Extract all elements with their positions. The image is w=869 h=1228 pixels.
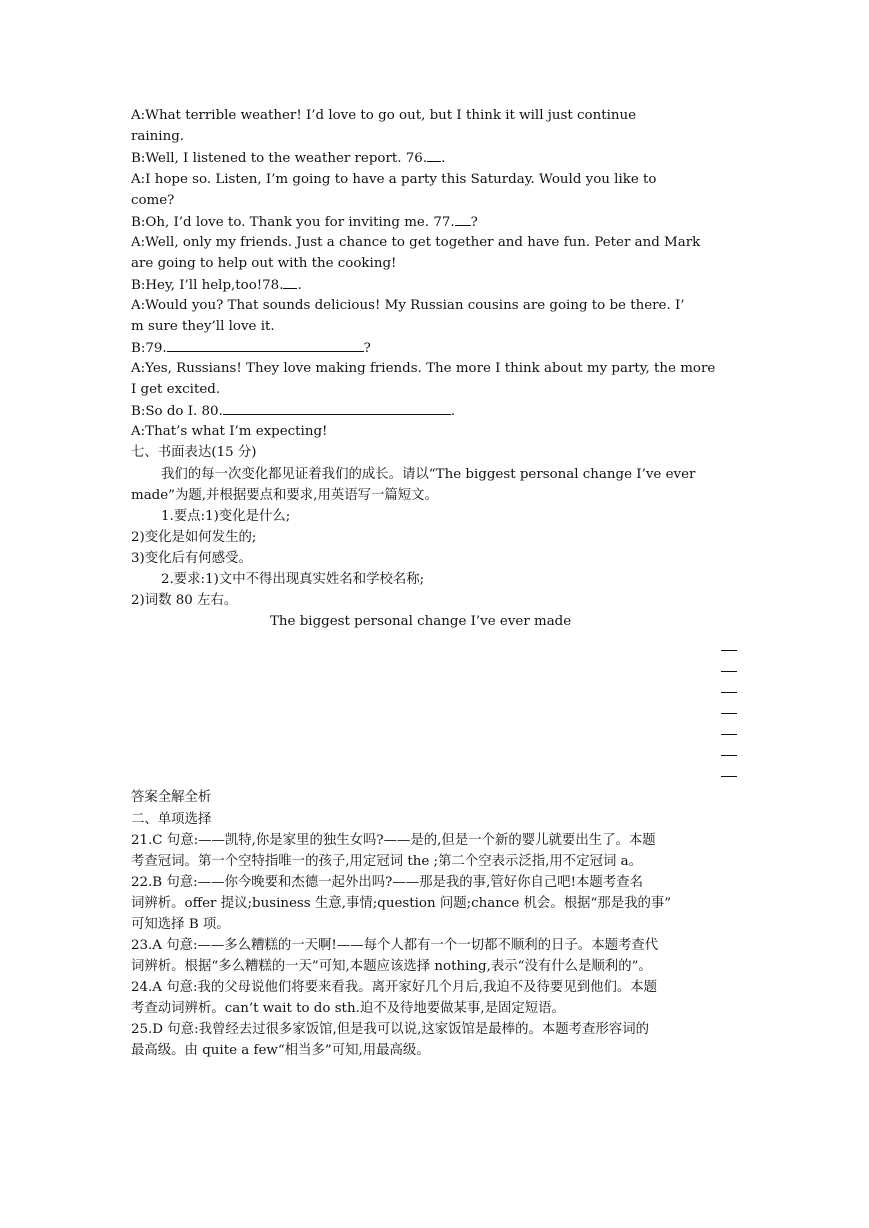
- dialogue-line: A:Yes, Russians! They love making friends. The more I think about my party, the more: [131, 361, 716, 376]
- dialogue-text: B:79.: [131, 341, 167, 356]
- writing-line[interactable]: [721, 713, 737, 714]
- answer-explanation: 词辨析。offer 提议;business 生意,事情;question 问题;chance 机会。根据“那是我的事”: [131, 896, 672, 911]
- writing-intro: 我们的每一次变化都见证着我们的成长。请以“The biggest personal change I’ve ever: [161, 467, 696, 482]
- dialogue-punct: .: [297, 278, 302, 293]
- dialogue-line: [131, 212, 737, 233]
- dialogue-line: come?: [131, 193, 175, 208]
- writing-requirement: 2.要求:1)文中不得出现真实姓名和学校名称;: [161, 572, 425, 587]
- answer-explanation: 可知选择 B 项。: [131, 917, 230, 932]
- dialogue-punct: .: [441, 151, 446, 166]
- dialogue-text: B:Hey, I’ll help,too!78.: [131, 278, 284, 293]
- answer-blank-79[interactable]: [167, 338, 364, 352]
- dialogue-text: B:Well, I listened to the weather report. 76.: [131, 151, 428, 166]
- section-heading: 七、书面表达(15 分): [131, 445, 257, 460]
- dialogue-text: B:Oh, I’d love to. Thank you for inviting me. 77.: [131, 215, 455, 230]
- answer-explanation: 考查动词辨析。can’t wait to do sth.迫不及待地要做某事,是固定短语。: [131, 1001, 565, 1016]
- answer-blank-78[interactable]: [283, 275, 297, 289]
- essay-title: The biggest personal change I’ve ever made: [270, 614, 572, 629]
- dialogue-line: A:I hope so. Listen, I’m going to have a party this Saturday. Would you like to: [131, 172, 657, 187]
- answers-heading: 答案全解全析: [131, 790, 212, 805]
- dialogue-line: are going to help out with the cooking!: [131, 256, 397, 271]
- dialogue-line: [131, 401, 737, 422]
- answer-explanation: 24.A 句意:我的父母说他们将要来看我。离开家好几个月后,我迫不及待要见到他们。本题: [131, 980, 658, 995]
- writing-point: 2)变化是如何发生的;: [131, 530, 257, 545]
- answer-explanation: 25.D 句意:我曾经去过很多家饭馆,但是我可以说,这家饭馆是最棒的。本题考查形容词的: [131, 1022, 649, 1037]
- writing-line[interactable]: [721, 755, 737, 756]
- dialogue-line: [131, 338, 737, 359]
- writing-point: 3)变化后有何感受。: [131, 551, 252, 566]
- dialogue-line: A:Would you? That sounds delicious! My Russian cousins are going to be there. I’: [131, 298, 685, 313]
- writing-line[interactable]: [721, 734, 737, 735]
- answer-explanation: 23.A 句意:——多么糟糕的一天啊!——每个人都有一个一切都不顺利的日子。本题考查代: [131, 938, 659, 953]
- dialogue-line: [131, 275, 737, 296]
- dialogue-punct: .: [450, 404, 456, 419]
- answer-explanation: 22.B 句意:——你今晚要和杰德一起外出吗?——那是我的事,管好你自己吧!本题考查名: [131, 875, 643, 890]
- dialogue-line: I get excited.: [131, 382, 221, 397]
- dialogue-line: A:Well, only my friends. Just a chance to get together and have fun. Peter and Mark: [131, 235, 701, 250]
- dialogue-line: [131, 148, 737, 169]
- writing-line[interactable]: [721, 671, 737, 672]
- writing-intro: made”为题,并根据要点和要求,用英语写一篇短文。: [131, 488, 438, 503]
- writing-line[interactable]: [721, 650, 737, 651]
- answer-explanation: 最高级。由 quite a few“相当多”可知,用最高级。: [131, 1043, 430, 1058]
- dialogue-punct: ?: [470, 215, 478, 230]
- writing-line[interactable]: [721, 692, 737, 693]
- writing-requirement: 2)词数 80 左右。: [131, 593, 238, 608]
- answer-blank-77[interactable]: [455, 212, 471, 226]
- answer-explanation: 词辨析。根据“多么糟糕的一天”可知,本题应该选择 nothing,表示“没有什么是顺利的”。: [131, 959, 652, 974]
- answer-blank-80[interactable]: [223, 401, 451, 415]
- dialogue-text: B:So do I. 80.: [131, 404, 223, 419]
- answers-section: 二、单项选择: [131, 812, 212, 827]
- answer-blank-76[interactable]: [427, 148, 441, 162]
- writing-point: 1.要点:1)变化是什么;: [161, 509, 291, 524]
- dialogue-line: m sure they’ll love it.: [131, 319, 275, 334]
- writing-line[interactable]: [721, 776, 737, 777]
- dialogue-line: A:What terrible weather! I’d love to go out, but I think it will just continue: [131, 108, 637, 123]
- answer-explanation: 21.C 句意:——凯特,你是家里的独生女吗?——是的,但是一个新的婴儿就要出生了。本题: [131, 833, 656, 848]
- answer-explanation: 考查冠词。第一个空特指唯一的孩子,用定冠词 the ;第二个空表示泛指,用不定冠词 a。: [131, 854, 642, 869]
- dialogue-line: A:That’s what I’m expecting!: [131, 424, 328, 439]
- dialogue-punct: ?: [363, 341, 371, 356]
- dialogue-line: raining.: [131, 129, 185, 144]
